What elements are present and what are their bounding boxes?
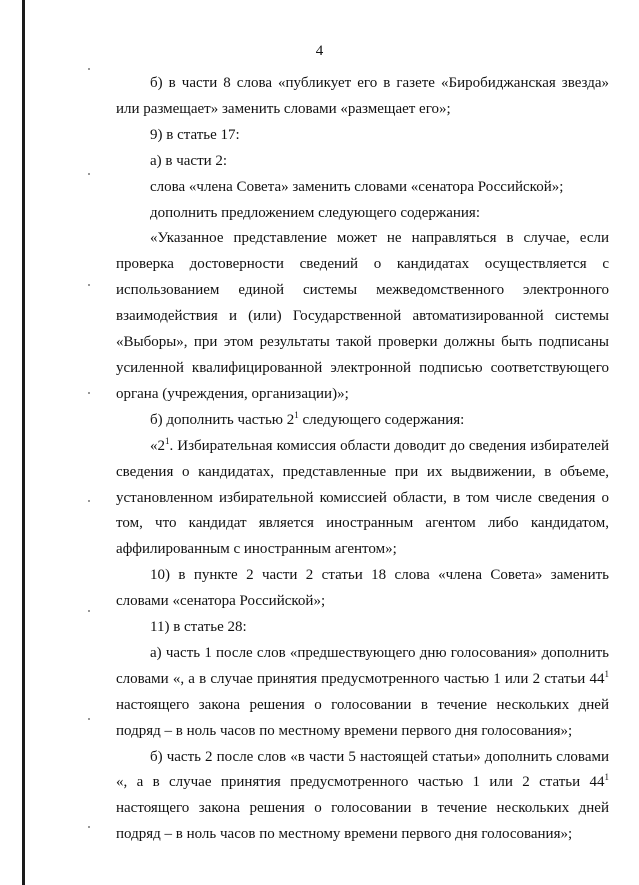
text-before: б) часть 2 после слов «в части 5 настоящей статьи» дополнить словами «, а в случае принятия предусмотренного частью 1 или 2 статьи 44 — [116, 748, 609, 791]
superscript: 1 — [604, 772, 609, 783]
scan-margin-mark — [88, 392, 90, 394]
paragraph-11a — [116, 641, 609, 745]
text-before: б) дополнить частью 2 — [150, 411, 295, 428]
text-after: настоящего закона решения о голосовании в течение нескольких дней подряд – в ноль часов по местному времени первого дня голосования»; — [116, 696, 609, 739]
text-before: а) часть 1 после слов «предшествующего дню голосования» дополнить словами «, а в случае принятия предусмотренного частью 1 или 2 статьи 44 — [116, 644, 609, 687]
scan-margin-mark — [88, 173, 90, 175]
text-before: «2 — [150, 437, 165, 454]
paragraph-11b — [116, 745, 609, 849]
paragraph-item-11: 11) в статье 28: — [150, 619, 247, 636]
text-after: следующего содержания: — [298, 411, 465, 428]
superscript: 1 — [294, 409, 299, 420]
paragraph-item-10: 10) в пункте 2 части 2 статьи 18 слова «члена Совета» заменить словами «сенатора Российской»; — [116, 567, 609, 610]
scan-margin-mark — [88, 610, 90, 612]
paragraph-replace-words: слова «члена Совета» заменить словами «сенатора Российской»; — [150, 178, 564, 195]
text-after: . Избирательная комиссия области доводит до сведения избирателей сведения о кандидатах, представленные при их выдвижении, в объеме, установленном избирательной комиссией области, в том числе сведения о том, что кандидат является иностранным агентом либо кандидатом, аффилированным с иностранным агентом»; — [116, 437, 609, 558]
paragraph-9b — [116, 408, 609, 434]
scan-margin-mark — [88, 284, 90, 286]
paragraph-add-sentence: дополнить предложением следующего содержания: — [150, 204, 480, 221]
superscript: 1 — [604, 668, 609, 679]
paragraph-9a: а) в части 2: — [150, 152, 228, 169]
paragraph-8b: б) в части 8 слова «публикует его в газете «Биробиджанская звезда» или размещает» заменить словами «размещает его»; — [116, 75, 609, 117]
scan-margin-mark — [88, 500, 90, 502]
scan-margin-mark — [88, 826, 90, 828]
text-after: настоящего закона решения о голосовании в течение нескольких дней подряд – в ноль часов по местному времени первого дня голосования»; — [116, 800, 609, 843]
scan-left-edge-line — [22, 0, 25, 885]
paragraph-item-9: 9) в статье 17: — [150, 126, 240, 143]
superscript: 1 — [165, 435, 170, 446]
page-number: 4 — [315, 43, 324, 59]
paragraph-quoted-sentence: «Указанное представление может не направляться в случае, если проверка достоверности сведений о кандидатах осуществляется с использованием единой системы межведомственного электронного взаимодействия и (или) Государственной автоматизированной системы «Выборы», при этом результаты такой проверки должны быть подписаны усиленной квалифицированной электронной подписью соответствующего органа (учреждения, организации)»; — [116, 230, 609, 402]
scan-margin-mark — [88, 718, 90, 720]
document-body — [116, 71, 609, 848]
paragraph-part-2-1 — [116, 434, 609, 564]
scan-margin-mark — [88, 68, 90, 70]
